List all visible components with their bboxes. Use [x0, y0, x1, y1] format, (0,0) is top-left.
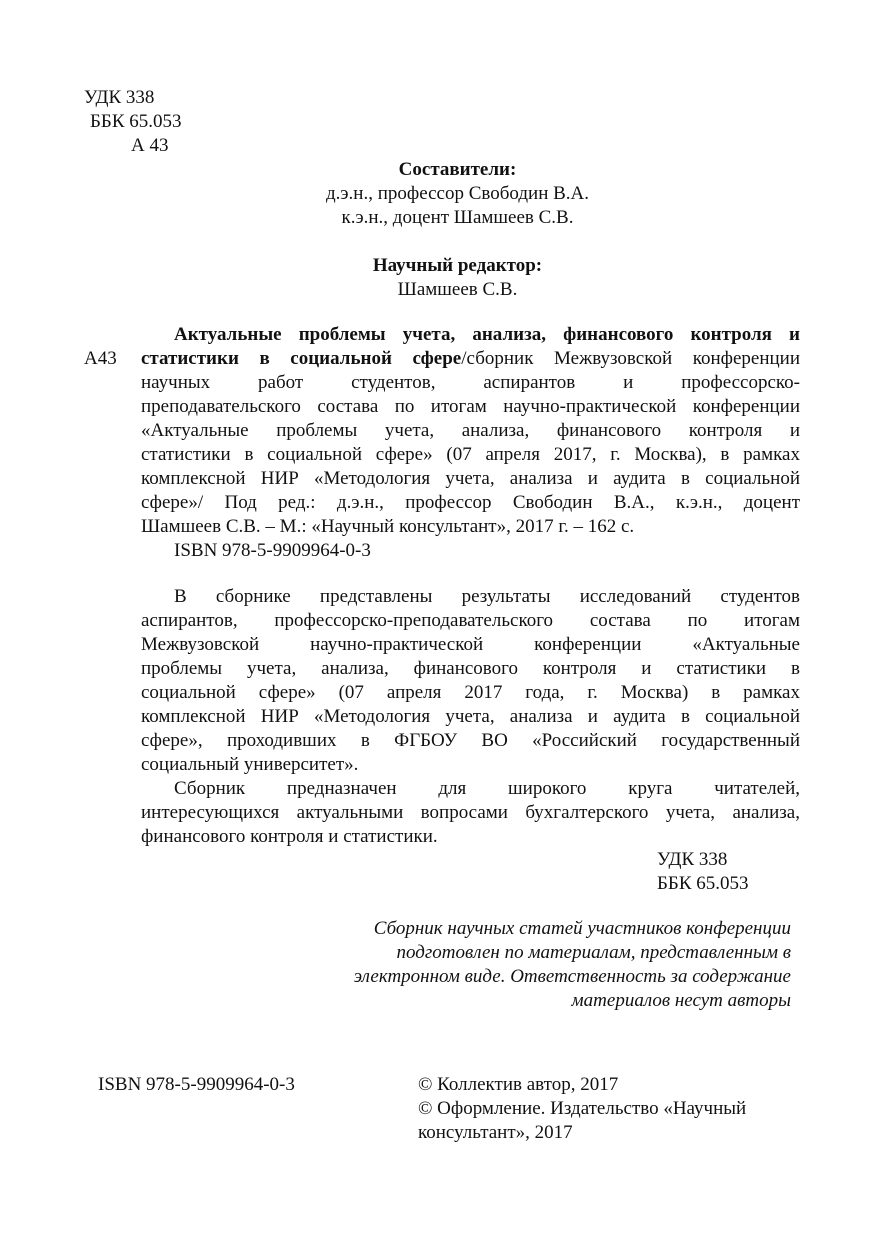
compiler-line: д.э.н., профессор Свободин В.А. — [325, 183, 590, 204]
biblio-isbn: ISBN 978-5-9909964-0-3 — [174, 540, 371, 561]
note-line: материалов несут авторы — [571, 990, 791, 1011]
udk-code-bottom: УДК 338 — [657, 849, 728, 870]
compiler-line: к.э.н., доцент Шамшеев С.В. — [341, 207, 574, 228]
abstract-line: Сборник предназначен для широкого круга читателей, — [174, 778, 800, 799]
copyright-line: © Оформление. Издательство «Научный — [418, 1098, 747, 1119]
author-sign-top: А 43 — [131, 135, 169, 156]
abstract-line: социальной сфере» (07 апреля 2017 года, г. Москва) в рамках — [141, 682, 800, 703]
biblio-line: сфере»/ Под ред.: д.э.н., профессор Свободин В.А., к.э.н., доцент — [141, 492, 800, 513]
note-line: подготовлен по материалам, представленным в — [396, 942, 791, 963]
abstract-line: финансового контроля и статистики. — [141, 826, 438, 847]
biblio-line: статистики в социальной сфере» (07 апреля 2017, г. Москва), в рамках — [141, 444, 800, 465]
udk-code-top: УДК 338 — [84, 87, 155, 108]
abstract-line: аспирантов, профессорско-преподавательского состава по итогам — [141, 610, 800, 631]
biblio-line: научных работ студентов, аспирантов и профессорско- — [141, 372, 800, 393]
biblio-line: комплексной НИР «Методология учета, анализа и аудита в социальной — [141, 468, 800, 489]
abstract-line: проблемы учета, анализа, финансового контроля и статистики в — [141, 658, 800, 679]
biblio-code: А43 — [84, 348, 117, 369]
biblio-title-line — [141, 347, 800, 371]
abstract-line: Межвузовской научно-практической конференции «Актуальные — [141, 634, 800, 655]
biblio-title-line: Актуальные проблемы учета, анализа, финансового контроля и — [174, 324, 800, 345]
note-line: Сборник научных статей участников конференции — [373, 918, 791, 939]
abstract-line: сфере», проходивших в ФГБОУ ВО «Российский государственный — [141, 730, 800, 751]
abstract-line: социальный университет». — [141, 754, 359, 775]
biblio-line: «Актуальные проблемы учета, анализа, финансового контроля и — [141, 420, 800, 441]
abstract-line: В сборнике представлены результаты исследований студентов — [174, 586, 800, 607]
note-line: электронном виде. Ответственность за содержание — [353, 966, 791, 987]
abstract-line: интересующихся актуальными вопросами бухгалтерского учета, анализа, — [141, 802, 800, 823]
abstract-line: комплексной НИР «Методология учета, анализа и аудита в социальной — [141, 706, 800, 727]
bbk-code-bottom: ББК 65.053 — [657, 873, 749, 894]
editor-name: Шамшеев С.В. — [397, 279, 518, 300]
biblio-line: преподавательского состава по итогам научно-практической конференции — [141, 396, 800, 417]
biblio-line: Шамшеев С.В. – М.: «Научный консультант», 2017 г. – 162 с. — [141, 516, 635, 537]
biblio-title-bold: статистики в социальной сфере — [141, 348, 462, 369]
editor-heading: Научный редактор: — [372, 255, 543, 276]
biblio-title-rest: /сборник Межвузовской конференции — [461, 348, 801, 369]
copyright-line: консультант», 2017 — [418, 1122, 573, 1143]
compilers-heading: Составители: — [398, 159, 517, 180]
bbk-code-top: ББК 65.053 — [90, 111, 182, 132]
copyright-line: © Коллектив автор, 2017 — [418, 1074, 619, 1095]
footer-isbn: ISBN 978-5-9909964-0-3 — [98, 1074, 295, 1095]
